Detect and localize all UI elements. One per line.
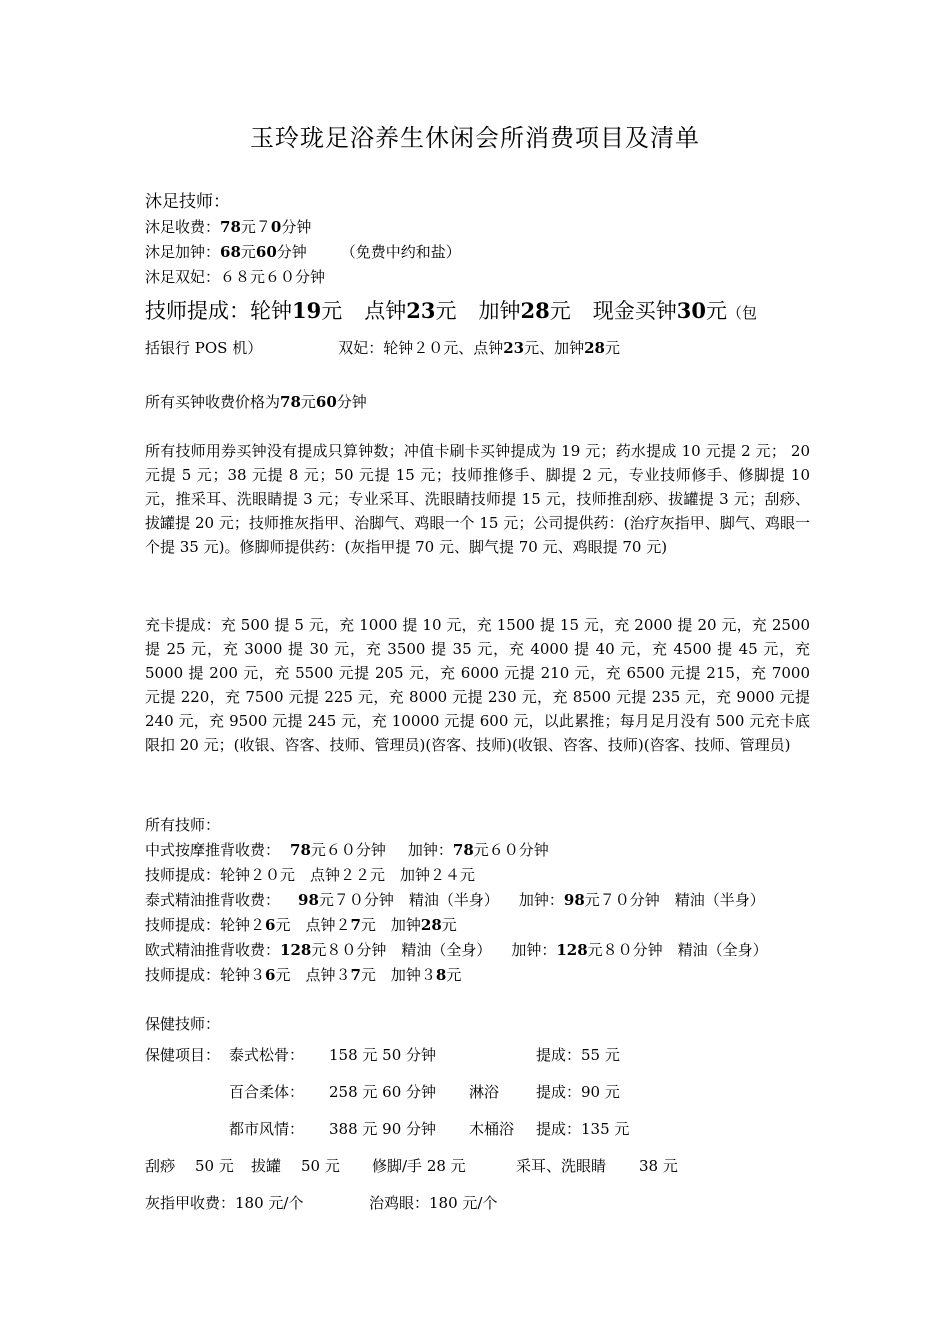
foot-commission-line: 技师提成：轮钟19元 点钟23元 加钟28元 现金买钟30元（包: [145, 298, 757, 323]
chinese-massage-line: 中式按摩推背收费： 78元６０分钟 加钟：78元６０分钟: [145, 841, 549, 859]
health-heading: 保健技师：: [145, 1015, 221, 1033]
thai-commission-line: 技师提成：轮钟２6元 点钟２7元 加钟28元: [145, 916, 457, 934]
foot-add-line: 沐足加钟：68元60分钟 （免费中约和盐）: [145, 243, 461, 261]
foot-bath-section: [145, 190, 810, 361]
page-title: 玉玲珑足浴养生休闲会所消费项目及清单: [250, 124, 700, 152]
commission-rules-paragraph: 所有技师用券买钟没有提成只算钟数；冲值卡刷卡买钟提成为 19 元；药水提成 10 元提 2 元； 20 元提 5 元；38 元提 8 元；50 元提 15 元；技师推修手、脚提 2 元，专业技师修手、修脚提 10 元，推采耳、洗眼睛提 3 元；专业采耳、洗眼睛技师提 15 元，技师推刮痧、拔罐提 3 元；刮痧、拔罐提 20 元；技师推灰指甲、治脚气、鸡眼一个 15 元；公司提供药：(治疗灰指甲、脚气、鸡眼一个提 35 元)。修脚师提供药：(灰指甲提 70 元、脚气提 70 元、鸡眼提 70 元): [145, 442, 810, 556]
card-commission-paragraph: 充卡提成：充 500 提 5 元，充 1000 提 10 元，充 1500 提 15 元，充 2000 提 20 元，充 2500 提 25 元，充 3000 提 30 元，充 3500 提 35 元，充 4000 提 40 元，充 4500 提 45 元，充 5000 提 200 元，充 5500 元提 205 元，充 6000 元提 210 元，充 6500 元提 215，充 7000 元提 220，充 7500 元提 225 元，充 8000 元提 230 元，充 8500 元提 235 元，充 9000 元提 240 元，充 9500 元提 245 元，充 10000 元提 600 元，以此累推；每月足月没有 500 元充卡底限扣 20 元；(收银、咨客、技师、管理员)(咨客、技师)(收银、咨客、技师)(咨客、技师、管理员): [145, 616, 810, 754]
foot-double-line: 沐足双妃：６８元６０分钟: [145, 268, 326, 286]
chinese-commission-line: 技师提成：轮钟２０元 点钟２２元 加钟２４元: [145, 866, 476, 884]
misc-services-row: 刮痧 50 元 拔罐 50 元 修脚/手 28 元 采耳、洗眼睛 38 元: [145, 1157, 678, 1175]
health-row: 保健项目： 泰式松骨： 158 元 50 分钟 提成：55 元: [145, 1046, 620, 1064]
health-row: 都市风情： 388 元 90 分钟 木桶浴 提成：135 元: [229, 1120, 630, 1138]
thai-oil-line: 泰式精油推背收费： 98元７０分钟 精油（半身） 加钟：98元７０分钟 精油（半身）: [145, 891, 765, 909]
all-technicians-section: [145, 813, 810, 988]
foot-fee-line: 沐足收费：78元７0分钟: [145, 218, 312, 236]
foot-commission-line-2: 括银行 POS 机） 双妃：轮钟２０元、点钟23元、加钟28元: [145, 339, 620, 357]
foot-bath-heading: 沐足技师：: [145, 192, 230, 212]
buy-price-line: 所有买钟收费价格为78元60分钟: [145, 393, 367, 411]
health-technicians-section: [145, 1012, 810, 1222]
all-tech-heading: 所有技师：: [145, 816, 221, 834]
last-fees-row: 灰指甲收费：180 元/个 治鸡眼：180 元/个: [145, 1194, 498, 1212]
euro-oil-line: 欧式精油推背收费：128元８０分钟 精油（全身） 加钟：128元８０分钟 精油（全身）: [145, 941, 768, 959]
health-row: 百合柔体： 258 元 60 分钟 淋浴 提成：90 元: [229, 1083, 620, 1101]
euro-commission-line: 技师提成：轮钟３6元 点钟３7元 加钟３8元: [145, 966, 462, 984]
